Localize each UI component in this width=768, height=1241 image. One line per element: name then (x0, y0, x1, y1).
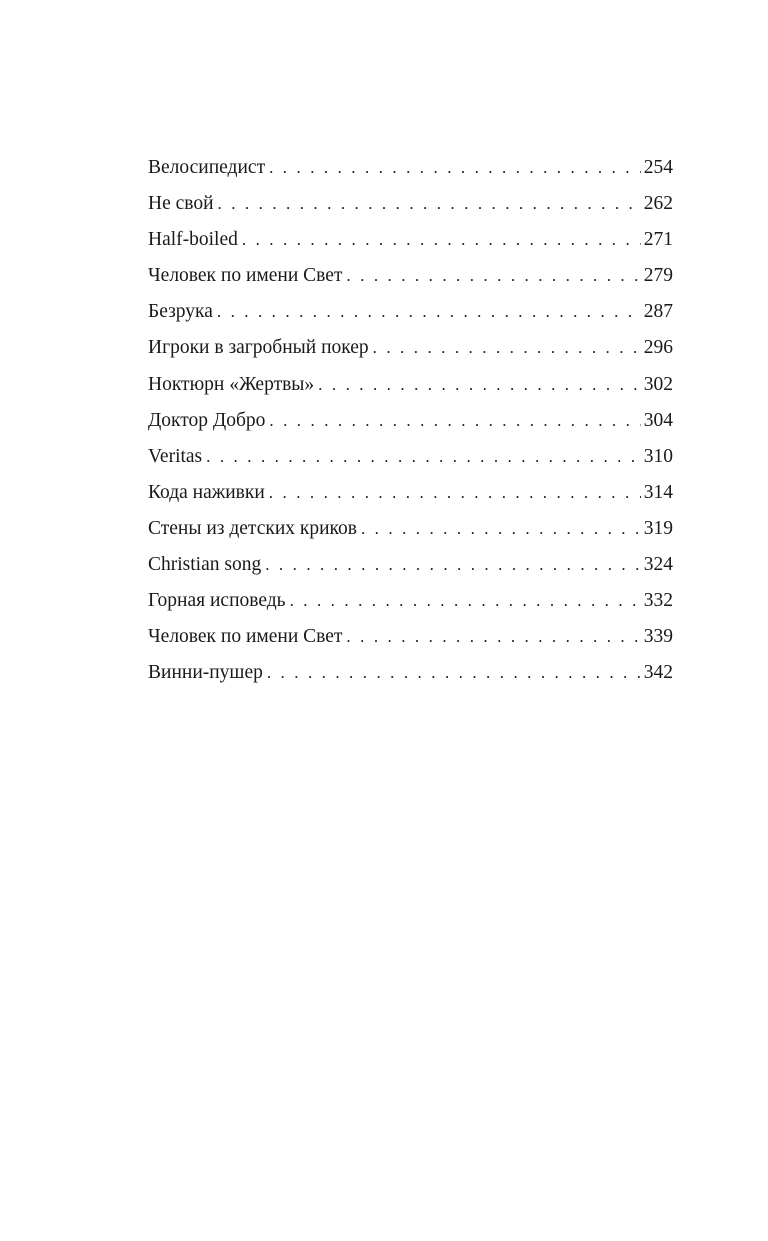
toc-entry-title: Игроки в загробный покер (148, 337, 369, 359)
toc-entry-title: Half-boiled (148, 229, 238, 251)
toc-entry[interactable] (148, 439, 673, 475)
toc-entry-page: 279 (643, 265, 673, 287)
toc-entry-title: Горная исповедь (148, 590, 286, 612)
toc-entry[interactable] (148, 150, 673, 186)
leader-dots (218, 186, 641, 222)
leader-dots (217, 294, 641, 330)
toc-entry-title: Велосипедист (148, 157, 266, 178)
toc-entry[interactable] (148, 547, 673, 583)
toc-entry[interactable] (148, 655, 673, 691)
toc-entry-title: Не свой (148, 193, 214, 215)
toc-entry[interactable] (148, 583, 673, 619)
toc-entry-title: Человек по имени Свет (148, 265, 343, 287)
toc-entry-title: Стены из детских криков (148, 517, 357, 539)
toc-entry[interactable] (148, 367, 673, 403)
toc-entry[interactable] (148, 258, 673, 294)
toc-entry-page: 314 (643, 481, 673, 503)
toc-entry-page: 296 (643, 337, 673, 359)
toc-entry-title: Винни-пушер (148, 662, 263, 684)
toc-entry[interactable] (148, 475, 673, 511)
leader-dots (346, 619, 640, 655)
leader-dots (269, 403, 640, 439)
toc-entry[interactable] (148, 619, 673, 655)
toc-entry[interactable] (148, 403, 673, 439)
toc-entry[interactable] (148, 511, 673, 547)
leader-dots (242, 222, 641, 258)
toc-entry-title: Безрука (148, 301, 213, 323)
toc-entry-page: 254 (643, 157, 673, 178)
toc-entry[interactable] (148, 222, 673, 258)
toc-entry-title: Кода наживки (148, 481, 265, 503)
toc-entry[interactable] (148, 294, 673, 330)
toc-entry[interactable] (148, 330, 673, 366)
table-of-contents (148, 150, 673, 691)
toc-entry-page: 271 (643, 229, 673, 251)
toc-entry-page: 304 (643, 409, 673, 431)
toc-entry[interactable] (148, 186, 673, 222)
toc-entry-page: 310 (643, 445, 673, 467)
toc-entry-page: 339 (643, 626, 673, 648)
toc-entry-title: Человек по имени Свет (148, 626, 343, 648)
toc-entry-page: 262 (643, 193, 673, 215)
toc-entry-page: 324 (643, 554, 673, 576)
leader-dots (346, 258, 640, 294)
toc-entry-title: Ноктюрн «Жертвы» (148, 373, 315, 395)
leader-dots (361, 511, 641, 547)
toc-entry-page: 342 (643, 662, 673, 684)
leader-dots (290, 583, 641, 619)
toc-entry-title: Christian song (148, 554, 262, 576)
leader-dots (373, 330, 641, 366)
toc-entry-page: 332 (643, 590, 673, 612)
toc-entry-page: 302 (643, 373, 673, 395)
leader-dots (269, 475, 641, 511)
leader-dots (318, 367, 641, 403)
leader-dots (206, 439, 641, 475)
leader-dots (265, 547, 641, 583)
toc-entry-title: Veritas (148, 445, 203, 467)
leader-dots (269, 150, 641, 186)
toc-entry-page: 319 (643, 517, 673, 539)
toc-entry-page: 287 (643, 301, 673, 323)
toc-entry-title: Доктор Добро (148, 409, 266, 431)
leader-dots (267, 655, 641, 691)
